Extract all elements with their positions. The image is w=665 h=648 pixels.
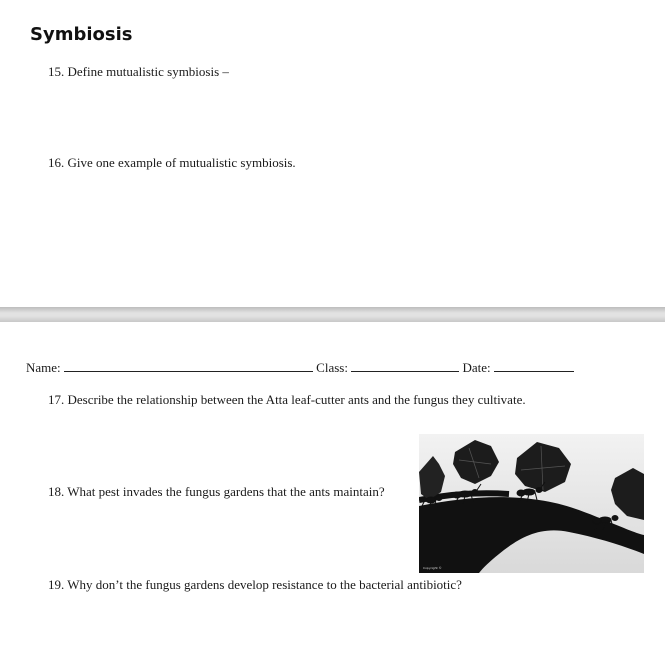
section-title: Symbiosis [30, 24, 133, 45]
student-header-row [26, 360, 574, 376]
worksheet-page-bottom [0, 322, 665, 648]
page-break [0, 307, 665, 322]
ants-silhouette-image [419, 434, 644, 573]
name-blank[interactable] [64, 361, 313, 372]
worksheet-page-top [0, 0, 665, 307]
photo-copyright: Copyright © [423, 566, 442, 570]
class-blank[interactable] [351, 361, 459, 372]
question-19: 19. Why don’t the fungus gardens develop resistance to the bacterial antibiotic? [48, 577, 462, 592]
question-16: 16. Give one example of mutualistic symbiosis. [48, 155, 296, 170]
question-15: 15. Define mutualistic symbiosis – [48, 64, 229, 79]
date-blank[interactable] [494, 361, 574, 372]
leaf-cutter-ants-photo [419, 434, 644, 573]
date-label: Date: [462, 360, 491, 375]
name-label: Name: [26, 360, 61, 375]
question-18: 18. What pest invades the fungus gardens that the ants maintain? [48, 484, 385, 499]
question-17: 17. Describe the relationship between the Atta leaf-cutter ants and the fungus they cultivate. [48, 392, 526, 407]
class-label: Class: [316, 360, 348, 375]
